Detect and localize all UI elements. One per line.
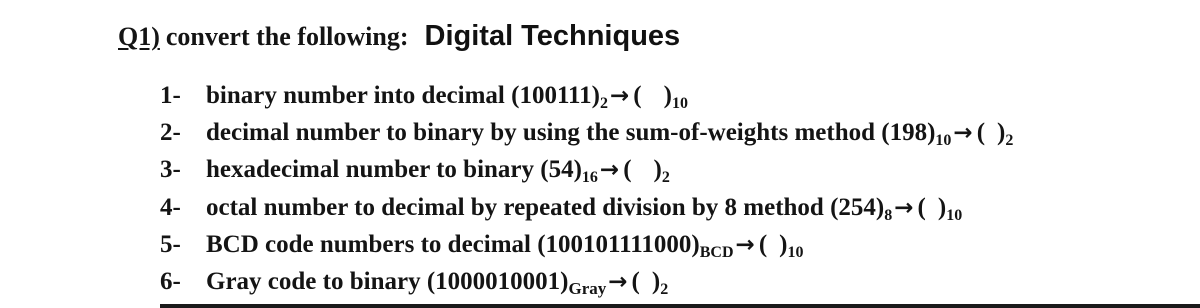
source-base-subscript: 8 <box>884 206 893 224</box>
item-number: 1- <box>160 82 181 109</box>
target-base-subscript: 2 <box>661 169 670 187</box>
source-base-subscript: BCD <box>699 243 734 261</box>
arrow-icon: → <box>894 194 914 221</box>
target-base-subscript: 10 <box>787 243 804 261</box>
list-item <box>160 231 1013 268</box>
bottom-divider <box>160 304 1200 308</box>
question-number: Q1) <box>118 22 160 51</box>
item-number: 4- <box>160 193 181 221</box>
item-text <box>206 82 688 110</box>
target-base-subscript: 10 <box>671 95 688 112</box>
item-number: 6- <box>160 267 181 295</box>
list-item <box>160 268 1013 305</box>
answer-close-paren: ) <box>653 156 662 184</box>
answer-open-paren: ( <box>623 156 632 184</box>
source-base-subscript: 16 <box>581 169 598 187</box>
answer-open-paren: ( <box>633 82 642 109</box>
target-base-subscript: 2 <box>1005 132 1014 150</box>
list-item <box>160 156 1013 193</box>
item-description: BCD code numbers to decimal (100101111000) <box>206 230 700 258</box>
source-base-subscript: Gray <box>568 278 607 298</box>
question-heading <box>118 20 680 53</box>
item-description: Gray code to binary (1000010001) <box>206 267 569 295</box>
target-base-subscript: 10 <box>946 206 963 224</box>
arrow-icon: → <box>608 268 628 295</box>
answer-open-paren: ( <box>976 119 986 147</box>
answer-close-paren: ) <box>663 82 672 109</box>
item-number: 2- <box>160 119 181 147</box>
item-description: decimal number to binary by using the sum-of-weights method (198) <box>206 119 936 147</box>
item-number: 3- <box>160 156 181 184</box>
arrow-icon: → <box>735 231 755 258</box>
subject-title: Digital Techniques <box>424 20 681 52</box>
item-text <box>206 194 962 222</box>
source-base-subscript: 10 <box>935 132 952 150</box>
item-text <box>206 268 668 296</box>
list-item <box>160 194 1013 231</box>
conversion-list <box>160 82 1013 305</box>
answer-close-paren: ) <box>997 119 1006 147</box>
answer-open-paren: ( <box>917 193 926 221</box>
arrow-icon: → <box>953 120 973 147</box>
target-base-subscript: 2 <box>660 280 669 298</box>
item-text <box>206 231 803 259</box>
item-number: 5- <box>160 230 181 258</box>
item-description: binary number into decimal (100111) <box>206 82 601 109</box>
item-description: octal number to decimal by repeated division by 8 method (254) <box>206 193 885 221</box>
answer-open-paren: ( <box>631 267 640 295</box>
list-item <box>160 119 1013 156</box>
answer-close-paren: ) <box>779 230 788 258</box>
question-instruction: convert the following: <box>165 22 409 51</box>
item-text <box>206 156 670 187</box>
arrow-icon: → <box>610 83 630 109</box>
arrow-icon: → <box>599 157 620 184</box>
item-description: hexadecimal number to binary (54) <box>206 156 582 184</box>
item-text <box>206 119 1014 150</box>
answer-close-paren: ) <box>651 267 661 295</box>
list-item <box>160 82 1013 119</box>
answer-open-paren: ( <box>758 230 768 258</box>
source-base-subscript: 2 <box>600 95 609 112</box>
answer-close-paren: ) <box>937 193 947 221</box>
